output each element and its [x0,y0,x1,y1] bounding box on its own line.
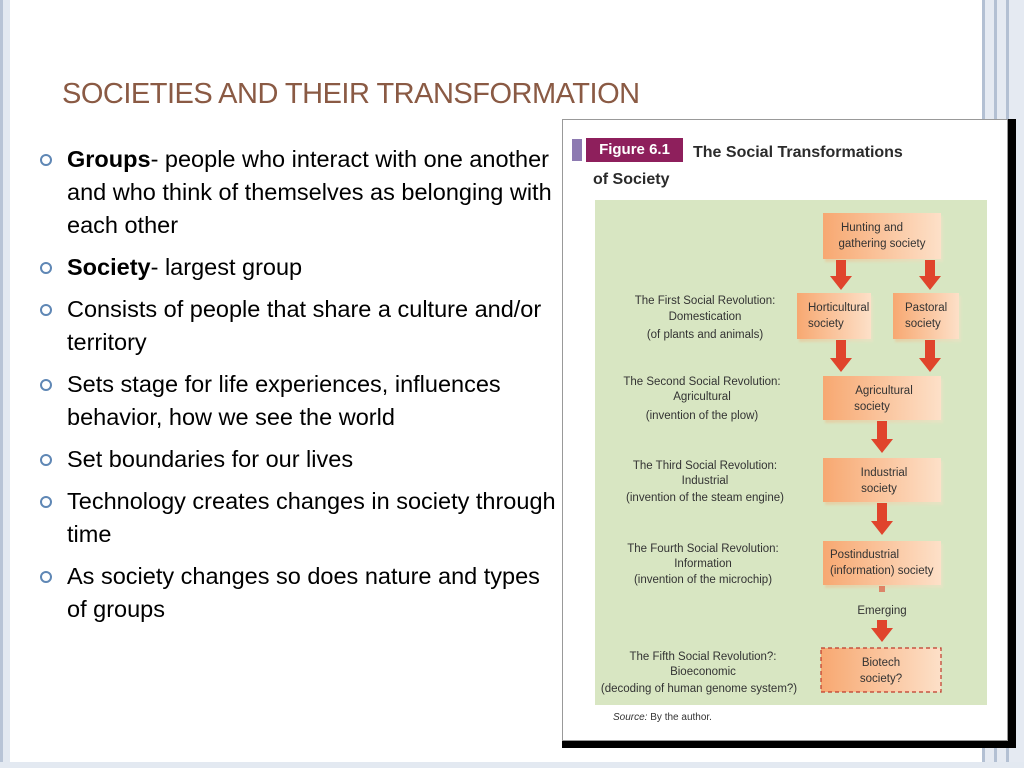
source-label: Source: [613,712,648,723]
revolution-1-title: The First Social Revolution: [634,295,776,307]
figure-badge: Figure 6.1 [586,138,683,162]
box-horticultural [797,293,871,339]
arrow-down-icon [830,260,852,290]
figure-6-1 [562,119,1016,748]
figure-title-line2: of Society [593,171,670,188]
bullet-text: Set boundaries for our lives [67,446,354,472]
arrow-down-icon [871,421,893,453]
box-pastoral-line1: Pastoral [905,302,948,314]
bullet-icon [40,304,52,316]
bullet-icon [40,262,52,274]
bullet-icon [40,379,52,391]
box-industrial-line1: Industrial [860,467,908,479]
arrow-down-icon [919,260,941,290]
box-postindustrial-line2: (information) society [830,565,934,577]
box-hunting-line2: gathering society [838,238,926,250]
box-industrial [823,458,941,502]
arrow-down-icon [871,620,893,642]
bullet-icon [40,496,52,508]
box-horticultural-line1: Horticultural [808,302,870,314]
arrow-down-icon [830,340,852,372]
bullet-item [40,485,558,551]
arrow-down-icon [871,503,893,535]
revolution-4-title: The Fourth Social Revolution: [627,543,779,555]
box-pastoral [893,293,959,339]
bullet-item [40,560,558,626]
box-agricultural-line2: society [854,401,890,413]
bullet-list [40,143,558,635]
revolution-4-note: (invention of the microchip) [633,574,773,586]
emerging-label: Emerging [857,605,907,617]
revolution-4-name: Information [674,558,732,570]
bullet-bold: Groups [67,146,151,172]
box-pastoral-line2: society [905,318,941,330]
box-agricultural [823,376,941,420]
revolution-5-note: (decoding of human genome system?) [600,683,798,695]
revolution-3-name: Industrial [681,475,729,487]
figure-source [613,712,712,723]
box-hunting-line1: Hunting and [840,222,904,234]
transformation-diagram [595,200,987,705]
slide-frame-bottom [0,762,1024,768]
revolution-3-note: (invention of the steam engine) [626,492,784,504]
revolution-2-title: The Second Social Revolution: [623,376,781,388]
bullet-icon [40,154,52,166]
figure-title-line1: The Social Transformations [693,144,903,161]
revolution-5-title: The Fifth Social Revolution?: [629,651,777,663]
slide-frame-left [0,0,10,768]
bullet-item [40,368,558,434]
revolution-2-name: Agricultural [673,391,731,403]
revolution-1-name: Domestication [668,311,742,323]
arrow-down-icon [919,340,941,372]
bullet-text: - largest group [150,254,303,280]
box-hunting-gathering [823,213,941,259]
figure-accent-bar [572,139,582,161]
bullet-text: Technology creates changes in society through time [67,488,556,547]
revolution-1-note: (of plants and animals) [646,329,764,341]
figure-card [562,119,1008,741]
revolution-2-note: (invention of the plow) [645,410,759,422]
figure-panel [595,200,987,705]
source-text: By the author. [650,712,712,723]
bullet-icon [40,571,52,583]
bullet-text: As society changes so does nature and types of groups [67,563,540,622]
bullet-text: Consists of people that share a culture and/or territory [67,296,542,355]
box-postindustrial [823,541,941,585]
box-horticultural-line2: society [808,318,844,330]
bullet-item [40,443,558,476]
arrow-fade-icon [879,586,885,592]
box-biotech-line2: society? [859,673,903,685]
revolution-3-title: The Third Social Revolution: [632,460,778,472]
revolution-5-name: Bioeconomic [670,666,736,678]
box-postindustrial-line1: Postindustrial [830,549,900,561]
bullet-item [40,293,558,359]
slide-title: SOCIETIES AND THEIR TRANSFORMATION [62,78,640,110]
bullet-text: Sets stage for life experiences, influences behavior, how we see the world [67,371,501,430]
bullet-item [40,143,558,242]
bullet-item [40,251,558,284]
bullet-icon [40,454,52,466]
bullet-text: - people who interact with one another and who think of themselves as belonging with each other [67,146,552,238]
bullet-bold: Society [67,254,151,280]
box-industrial-line2: society [861,483,897,495]
box-biotech-line1: Biotech [861,657,901,669]
revolution-labels [601,295,797,695]
box-biotech [821,648,941,692]
box-agricultural-line1: Agricultural [855,385,913,397]
